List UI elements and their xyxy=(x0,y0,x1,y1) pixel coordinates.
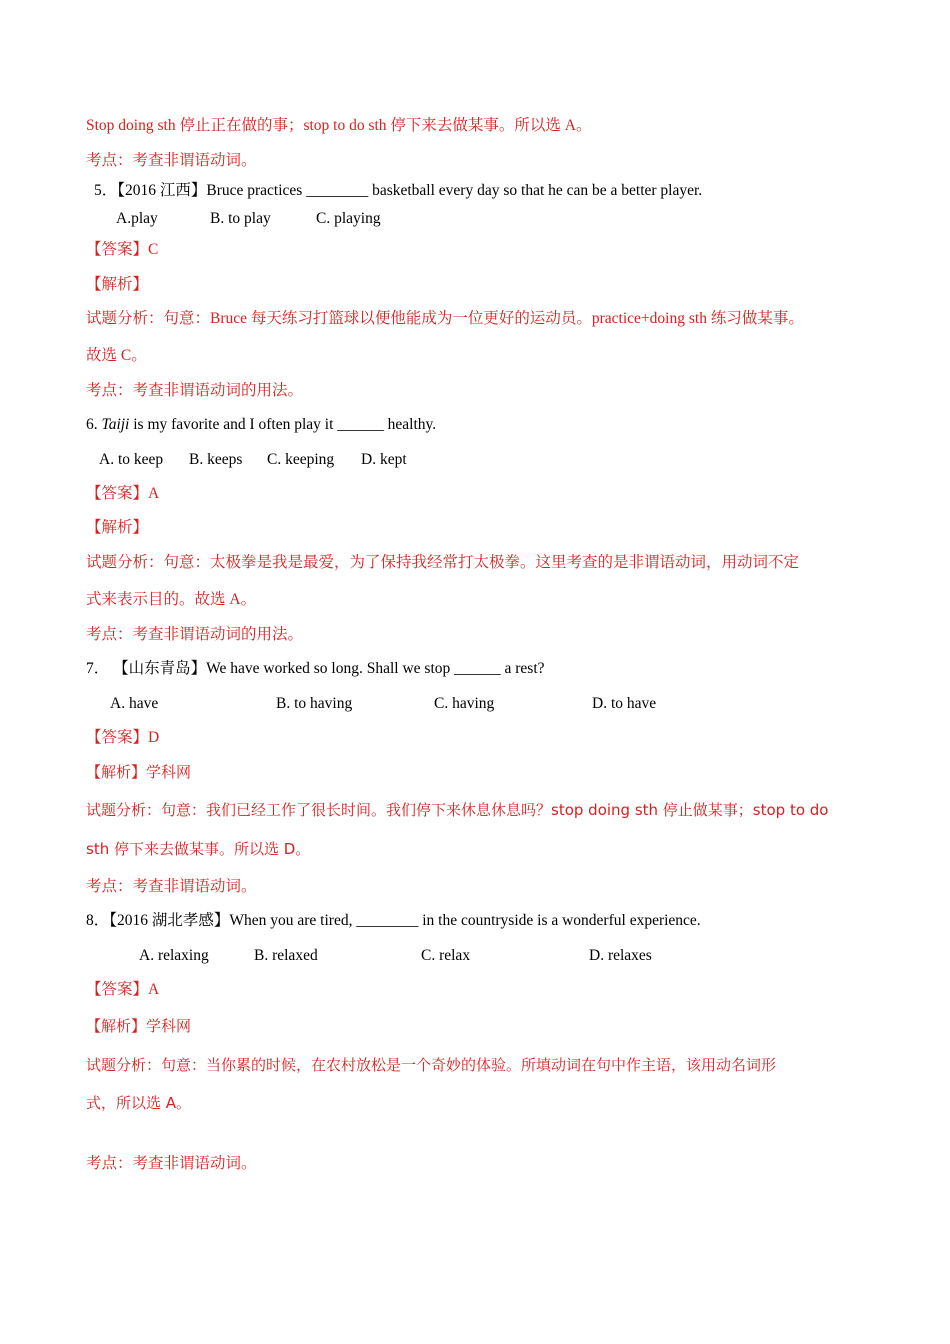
q5-answer: 【答案】C xyxy=(86,241,159,258)
q7-option-c: C. having xyxy=(434,695,495,712)
q7-answer: 【答案】D xyxy=(86,729,160,746)
q7-analysis-line2: sth 停下来去做某事。所以选 D。 xyxy=(86,840,311,858)
q7-option-b: B. to having xyxy=(276,695,353,712)
q8-stem: 8．【2016 湖北孝感】When you are tired, ________ in the countryside is a wonderful experience. xyxy=(86,912,701,929)
q5-option-b: B. to play xyxy=(210,210,271,227)
q6-stem xyxy=(86,415,436,435)
q8-option-a: A. relaxing xyxy=(139,947,209,964)
q8-option-d: D. relaxes xyxy=(589,947,652,964)
q5-analysis-line2: 故选 C。 xyxy=(86,347,147,364)
q5-option-a: A.play xyxy=(116,210,158,227)
q4-analysis-end: Stop doing sth 停止正在做的事；stop to do sth 停下来去做某事。所以选 A。 xyxy=(86,117,592,134)
q7-stem: 7． 【山东青岛】We have worked so long. Shall we stop ______ a rest? xyxy=(86,660,545,677)
q8-point: 考点：考查非谓语动词。 xyxy=(86,1155,257,1172)
q7-option-d: D. to have xyxy=(592,695,657,712)
q6-option-a: A. to keep xyxy=(99,451,164,468)
q7-option-a: A. have xyxy=(110,695,159,712)
q6-option-c: C. keeping xyxy=(267,451,335,468)
q5-analysis-line1: 试题分析：句意：Bruce 每天练习打篮球以便他能成为一位更好的运动员。practice+doing sth 练习做某事。 xyxy=(86,310,804,327)
q6-analysis-label: 【解析】 xyxy=(86,519,149,536)
q7-analysis-label: 【解析】学科网 xyxy=(86,763,192,781)
q7-analysis-line1: 试题分析：句意：我们已经工作了很长时间。我们停下来休息休息吗？stop doing sth 停止做某事；stop to do xyxy=(86,801,829,819)
q8-option-c: C. relax xyxy=(421,947,471,964)
q8-answer: 【答案】A xyxy=(86,981,160,998)
q6-point: 考点：考查非谓语动词的用法。 xyxy=(86,626,304,643)
q6-analysis-line2: 式来表示目的。故选 A。 xyxy=(86,591,257,608)
q6-italic-word: Taiji xyxy=(101,416,130,433)
q5-option-c: C. playing xyxy=(316,210,381,227)
q5-analysis-label: 【解析】 xyxy=(86,276,149,293)
q6-answer: 【答案】A xyxy=(86,485,160,502)
q7-point: 考点：考查非谓语动词。 xyxy=(86,878,257,895)
q8-analysis-line2: 式，所以选 A。 xyxy=(86,1094,192,1112)
q8-option-b: B. relaxed xyxy=(254,947,318,964)
q6-option-b: B. keeps xyxy=(189,451,243,468)
q6-number: 6. xyxy=(86,416,98,433)
q6-analysis-line1: 试题分析：句意：太极拳是我是最爱，为了保持我经常打太极拳。这里考查的是非谓语动词，用动词不定 xyxy=(86,554,800,571)
q5-stem: 5．【2016 江西】Bruce practices ________ basketball every day so that he can be a better player. xyxy=(94,182,703,199)
q4-point: 考点：考查非谓语动词。 xyxy=(86,152,257,169)
q8-analysis-line1: 试题分析：句意：当你累的时候，在农村放松是一个奇妙的体验。所填动词在句中作主语，该用动名词形 xyxy=(86,1056,777,1074)
q8-analysis-label: 【解析】学科网 xyxy=(86,1017,192,1035)
q5-point: 考点：考查非谓语动词的用法。 xyxy=(86,382,304,399)
q6-stem-rest: is my favorite and I often play it ______ healthy. xyxy=(133,416,437,433)
q6-option-d: D. kept xyxy=(361,451,407,468)
